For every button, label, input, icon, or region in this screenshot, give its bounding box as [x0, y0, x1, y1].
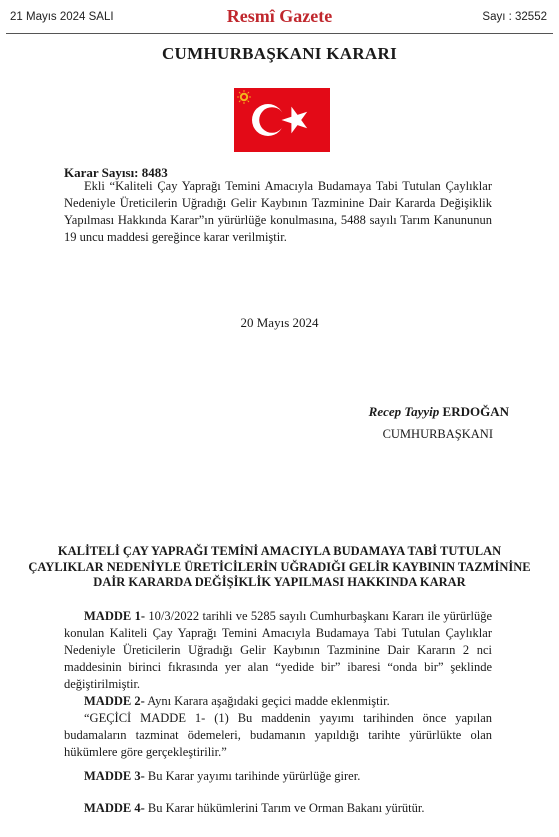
gazette-title: Resmî Gazete [226, 6, 333, 26]
issue-number: Sayı : 32552 [482, 11, 547, 23]
article-3 [64, 768, 492, 785]
article-label: MADDE 2- [84, 694, 145, 708]
regulation-title: KALİTELİ ÇAY YAPRAĞI TEMİNİ AMACIYLA BUDAMAYA TABİ TUTULAN ÇAYLIKLAR NEDENİYLE ÜRETİCİLERİN UĞRADIĞI GELİR KAYBININ TAZMİNİNE DAİR KARARDA DEĞİŞİKLİK YAPILMASI HAKKINDA KARAR [28, 544, 531, 589]
article-text: Bu Karar yayımı tarihinde yürürlüğe girer. [144, 769, 361, 783]
header-divider [6, 33, 553, 34]
temporary-article-quote: “GEÇİCİ MADDE 1- (1) Bu maddenin yayımı tarihinden önce yapılan budamaların tazminat ödemeleri, budamanın yapıldığı tarihte yürürlükte olan hükümlere göre gerçekleştirilir.” [64, 711, 492, 759]
gazette-header [0, 0, 559, 36]
article-text: 10/3/2022 tarihli ve 5285 sayılı Cumhurbaşkanı Kararı ile yürürlüğe konulan Kaliteli Çay Yaprağı Temini Amacıyla Budamaya Tabi Tutulan Çaylıklar Nedeniyle Üreticilerin Uğradığı Gelir Kaybının Tazminine Dair Kararın 2 nci maddesinin birinci fıkrasında yer alan “yedide bir” ibaresi “onda bir” şeklinde değiştirilmiştir. [64, 609, 492, 691]
signer-name [369, 404, 509, 420]
issue-date: 21 Mayıs 2024 SALI [10, 11, 114, 23]
decree-number: Karar Sayısı: 8483 [64, 165, 168, 180]
decree-date: 20 Mayıs 2024 [240, 315, 319, 330]
decree-body: Ekli “Kaliteli Çay Yaprağı Temini Amacıyla Budamaya Tabi Tutulan Çaylıklar Nedeniyle Üreticilerin Uğradığı Gelir Kaybının Tazminine Dair Kararda Değişiklik Yapılması Hakkında Karar”ın yürürlüğe konulmasına, 5488 sayılı Tarım Kanununun 19 uncu maddesi gereğince karar verilmiştir. [64, 179, 492, 244]
decree-heading: CUMHURBAŞKANI KARARI [161, 44, 398, 63]
article-label: MADDE 1- [84, 609, 146, 623]
article-text: Aynı Karara aşağıdaki geçici madde eklenmiştir. [144, 694, 390, 708]
article-2 [64, 693, 492, 710]
signer-last-name: ERDOĞAN [442, 404, 509, 419]
article-text: Bu Karar hükümlerini Tarım ve Orman Bakanı yürütür. [144, 801, 425, 815]
article-4 [64, 800, 492, 817]
turkish-flag-icon [234, 88, 330, 152]
article-label: MADDE 4- [84, 801, 145, 815]
article-1 [64, 608, 492, 693]
signer-first-name: Recep Tayyip [368, 404, 440, 419]
signer-title: CUMHURBAŞKANI [382, 427, 493, 441]
article-label: MADDE 3- [84, 769, 145, 783]
